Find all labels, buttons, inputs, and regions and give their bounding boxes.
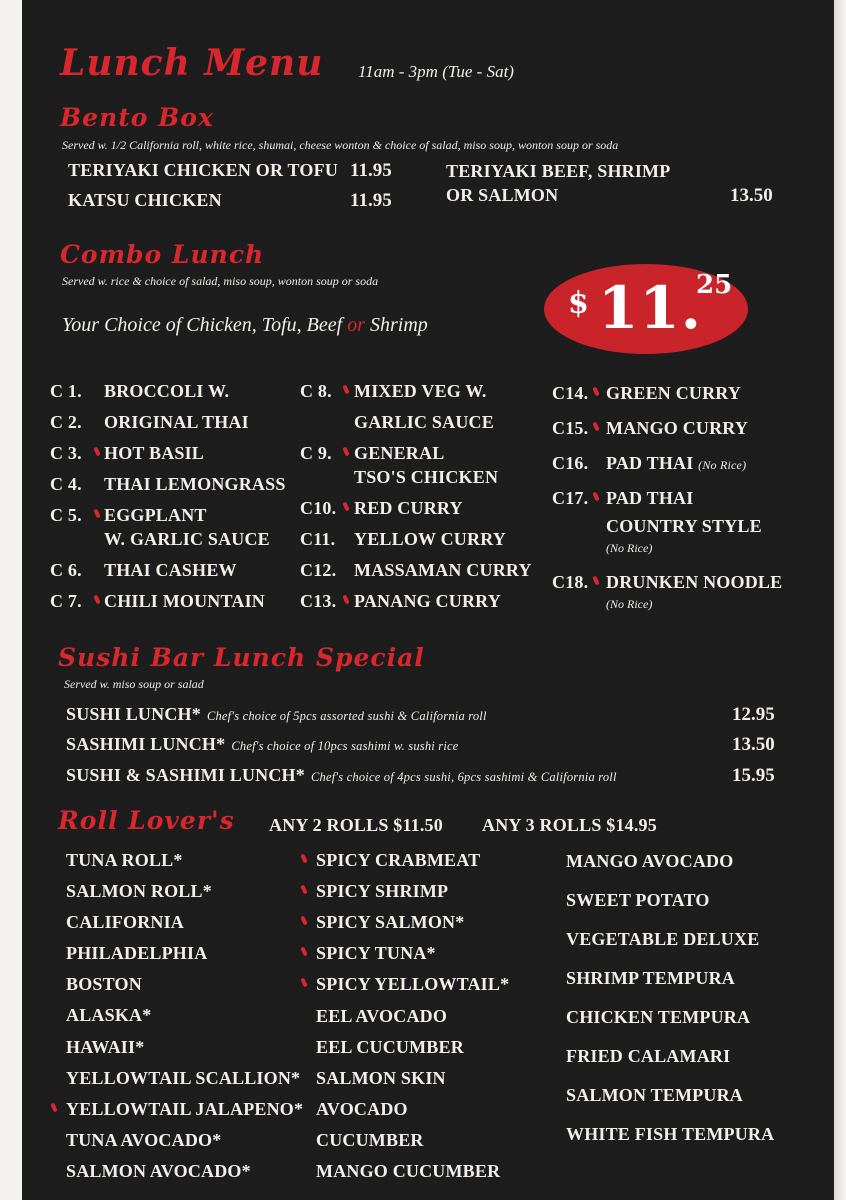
combo-item-cont: GARLIC SAUCE [354,412,494,432]
combo-item: C 9. GENERAL [300,443,445,463]
sushi-item-price: 13.50 [732,734,775,755]
spicy-pepper-icon [50,1103,57,1113]
rolls-offer: ANY 3 ROLLS $14.95 [482,815,657,835]
roll-item: SHRIMP TEMPURA [566,968,735,988]
badge-dollar: $ [568,286,589,321]
bento-item-name-cont: OR SALMON [446,185,559,205]
sushi-item: SUSHI LUNCH* Chef's choice of 5pcs assorted sushi & California roll [66,704,487,724]
roll-item: SPICY SALMON* [316,912,465,932]
roll-item: BOSTON [66,974,142,994]
roll-item: WHITE FISH TEMPURA [566,1124,775,1144]
roll-item: CUCUMBER [316,1130,424,1150]
bento-item-price: 13.50 [730,185,773,206]
combo-item-cont: W. GARLIC SAUCE [104,529,270,549]
roll-item: CHICKEN TEMPURA [566,1007,751,1027]
roll-item: SPICY TUNA* [316,943,436,963]
roll-item: SALMON SKIN [316,1068,446,1088]
combo-item: C18. DRUNKEN NOODLE [552,572,783,592]
bento-note: Served w. 1/2 California roll, white rice, shumai, cheese wonton & choice of salad, miso soup, wonton soup or soda [62,138,619,152]
protein-choice-text: Shrimp [369,314,428,336]
no-rice-note: (No Rice) [606,597,653,611]
bento-title: Bento Box [60,103,214,132]
combo-item: C 3. HOT BASIL [50,443,205,463]
combo-note: Served w. rice & choice of salad, miso soup, wonton soup or soda [62,274,379,288]
roll-item: SPICY SHRIMP [316,881,449,901]
roll-item: AVOCADO [316,1099,408,1119]
protein-choice-text: Your Choice of Chicken, Tofu, Beef [62,314,343,336]
no-rice-note: (No Rice) [606,541,653,555]
combo-title: Combo Lunch [60,240,265,269]
roll-item: PHILADELPHIA [66,943,208,963]
roll-item: EEL AVOCADO [316,1006,448,1026]
rolls-title: Roll Lover's [58,806,235,835]
lunch-menu-page [22,0,834,1200]
sushi-note: Served w. miso soup or salad [64,677,204,691]
menu-title: Lunch Menu [60,42,324,84]
rolls-offer: ANY 2 ROLLS $11.50 [269,815,443,835]
sushi-title: Sushi Bar Lunch Special [58,643,425,672]
combo-item: C 7. CHILI MOUNTAIN [50,591,265,611]
roll-item: SALMON ROLL* [66,881,212,901]
sushi-item: SUSHI & SASHIMI LUNCH* Chef's choice of 4pcs sushi, 6pcs sashimi & California roll [66,765,617,785]
combo-item: C13. PANANG CURRY [300,591,501,611]
roll-item: MANGO CUCUMBER [316,1161,501,1181]
bento-item-price: 11.95 [350,190,392,211]
lunch-hours: 11am - 3pm (Tue - Sat) [358,62,514,81]
roll-item: MANGO AVOCADO [566,851,734,871]
badge-price-cents: 25 [696,270,733,300]
sushi-item: SASHIMI LUNCH* Chef's choice of 10pcs sashimi w. sushi rice [66,734,459,754]
combo-item: C 1. BROCCOLI W. [50,381,230,401]
combo-item: C 2. ORIGINAL THAI [50,412,249,432]
combo-item: C17. PAD THAI [552,488,694,508]
roll-item: CALIFORNIA [66,912,185,932]
combo-item: C10. RED CURRY [300,498,463,518]
sushi-item-price: 12.95 [732,704,775,725]
roll-item: SWEET POTATO [566,890,710,910]
roll-item: SPICY CRABMEAT [316,850,481,870]
roll-item: EEL CUCUMBER [316,1037,464,1057]
protein-choice [62,314,428,337]
combo-item: C 4. THAI LEMONGRASS [50,474,286,494]
combo-item: C14. GREEN CURRY [552,383,742,403]
combo-item: C15. MANGO CURRY [552,418,749,438]
combo-item-cont: COUNTRY STYLE [606,516,762,536]
roll-item: FRIED CALAMARI [566,1046,731,1066]
roll-item: SPICY YELLOWTAIL* [316,974,510,994]
bento-item-price: 11.95 [350,160,392,181]
roll-item: YELLOWTAIL JALAPENO* [66,1099,304,1119]
combo-item: C 6. THAI CASHEW [50,560,237,580]
spicy-pepper-icon [300,947,307,957]
roll-item: YELLOWTAIL SCALLION* [66,1068,301,1088]
roll-item: SALMON AVOCADO* [66,1161,251,1181]
bento-item-name: KATSU CHICKEN [68,190,222,210]
paper-edge [834,0,846,1200]
combo-item: C16. PAD THAI (No Rice) [552,453,747,473]
roll-item: ALASKA* [66,1005,152,1025]
combo-item-cont: TSO'S CHICKEN [354,467,499,487]
combo-price-badge [544,264,748,354]
spicy-pepper-icon [300,885,307,895]
roll-item: HAWAII* [66,1037,145,1057]
combo-item: C 8. MIXED VEG W. [300,381,487,401]
combo-item: C11. YELLOW CURRY [300,529,506,549]
combo-item: C12. MASSAMAN CURRY [300,560,532,580]
protein-choice-or: or [347,314,365,336]
spicy-pepper-icon [300,978,307,988]
roll-item: SALMON TEMPURA [566,1085,743,1105]
roll-item: TUNA AVOCADO* [66,1130,222,1150]
combo-item: C 5. EGGPLANT [50,505,207,525]
spicy-pepper-icon [300,854,307,864]
bento-item-name: TERIYAKI BEEF, SHRIMP [446,161,671,181]
roll-item: VEGETABLE DELUXE [566,929,760,949]
bento-item-name: TERIYAKI CHICKEN OR TOFU [68,160,339,180]
roll-item: TUNA ROLL* [66,850,183,870]
sushi-item-price: 15.95 [732,765,775,786]
badge-price-whole: 11. [598,274,702,342]
spicy-pepper-icon [300,916,307,926]
